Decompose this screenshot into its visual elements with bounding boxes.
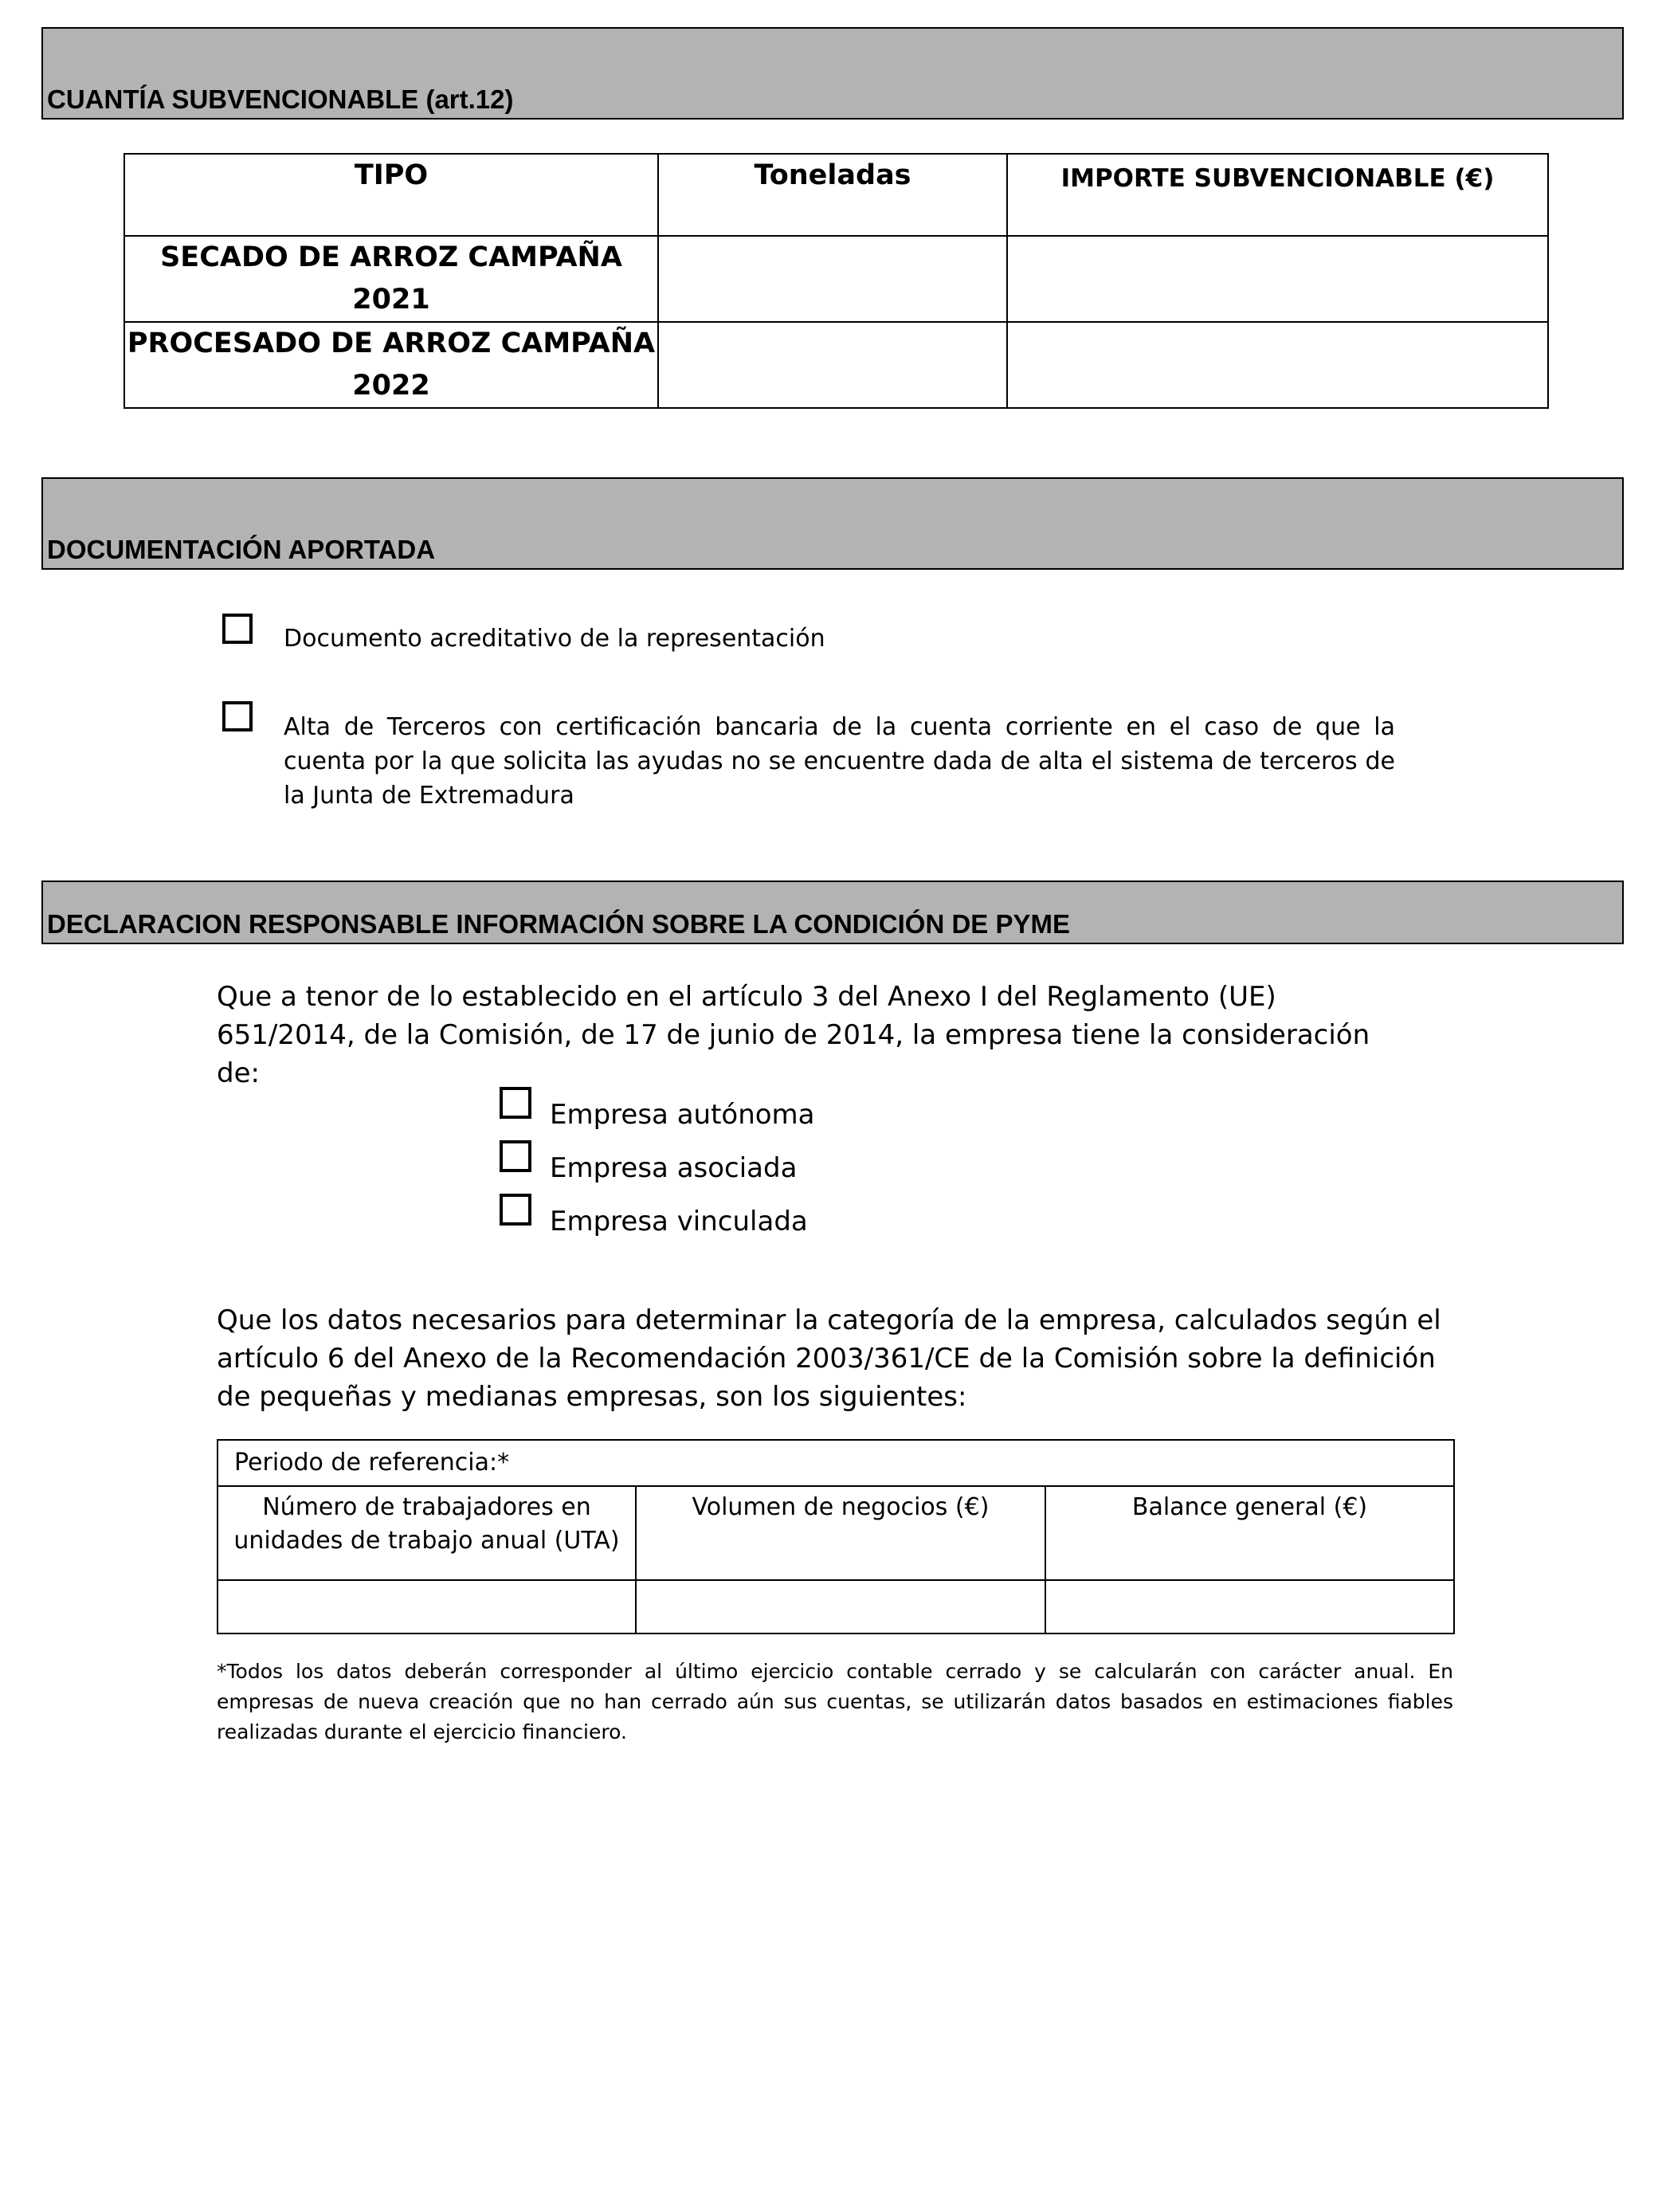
table-row [124,236,1548,322]
table-row [124,322,1548,408]
section-title: DOCUMENTACIÓN APORTADA [47,535,436,564]
cell-tipo: PROCESADO DE ARROZ CAMPAÑA 2022 [124,322,658,408]
option-label: Empresa asociada [550,1152,798,1184]
section-title: DECLARACION RESPONSABLE INFORMACIÓN SOBRE LA CONDICIÓN DE PYME [47,909,1071,939]
checkbox-empresa-vinculada[interactable] [500,1194,531,1226]
checkbox-representacion[interactable] [222,614,253,644]
header-volumen-negocios: Volumen de negocios (€) [636,1486,1045,1580]
header-toneladas: Toneladas [658,154,1007,236]
option-label: Empresa autónoma [550,1099,815,1131]
section-header-cuantia [41,27,1624,120]
periodo-row [218,1440,1454,1486]
section-header-declaracion [41,880,1624,944]
table-row [218,1580,1454,1634]
table-header-row [218,1486,1454,1580]
cell-tipo: SECADO DE ARROZ CAMPAÑA 2021 [124,236,658,322]
header-trabajadores: Número de trabajadores en unidades de trabajo anual (UTA) [218,1486,636,1580]
table-header-row [124,154,1548,236]
cell-importe-input[interactable] [1007,322,1548,408]
section-header-documentacion [41,477,1624,570]
header-balance-general: Balance general (€) [1045,1486,1454,1580]
cell-toneladas-input[interactable] [658,236,1007,322]
datos-text: Que los datos necesarios para determinar la categoría de la empresa, calculados según el artículo 6 del Anexo de la Recomendación 2003/361/CE de la Comisión sobre la definición de pequeñas y medianas empresas, son los siguientes: [217,1304,1441,1413]
volumen-negocios-input[interactable] [636,1580,1045,1634]
checkbox-empresa-autonoma[interactable] [500,1087,531,1119]
header-tipo: TIPO [124,154,658,236]
checkbox-alta-terceros[interactable] [222,701,253,731]
section-title: CUANTÍA SUBVENCIONABLE (art.12) [47,84,514,114]
periodo-referencia-field[interactable]: Periodo de referencia:* [218,1440,1454,1486]
declaracion-intro: Que a tenor de lo establecido en el artículo 3 del Anexo I del Reglamento (UE) 651/2014, de la Comisión, de 17 de junio de 2014, la empresa tiene la consideración de: [217,981,1370,1089]
balance-general-input[interactable] [1045,1580,1454,1634]
trabajadores-input[interactable] [218,1580,636,1634]
cell-toneladas-input[interactable] [658,322,1007,408]
cell-importe-input[interactable] [1007,236,1548,322]
subvencion-table [123,153,1549,409]
pyme-data-table [217,1439,1455,1634]
option-label: Empresa vinculada [550,1206,808,1237]
doc-item-label: Alta de Terceros con certificación bancaria de la cuenta corriente en el caso de que la cuenta por la que solicita las ayudas no se encuentre dada de alta el sistema de terceros de la Junta de Extremadura [284,713,1395,810]
header-importe: IMPORTE SUBVENCIONABLE (€) [1007,154,1548,236]
checkbox-empresa-asociada[interactable] [500,1140,531,1172]
footnote: *Todos los datos deberán corresponder al último ejercicio contable cerrado y se calcularán con carácter anual. En empresas de nueva creación que no han cerrado aún sus cuentas, se utilizarán datos basados en estimaciones fiables realizadas durante el ejercicio financiero. [217,1660,1453,1743]
doc-item-label: Documento acreditativo de la representación [284,625,825,653]
